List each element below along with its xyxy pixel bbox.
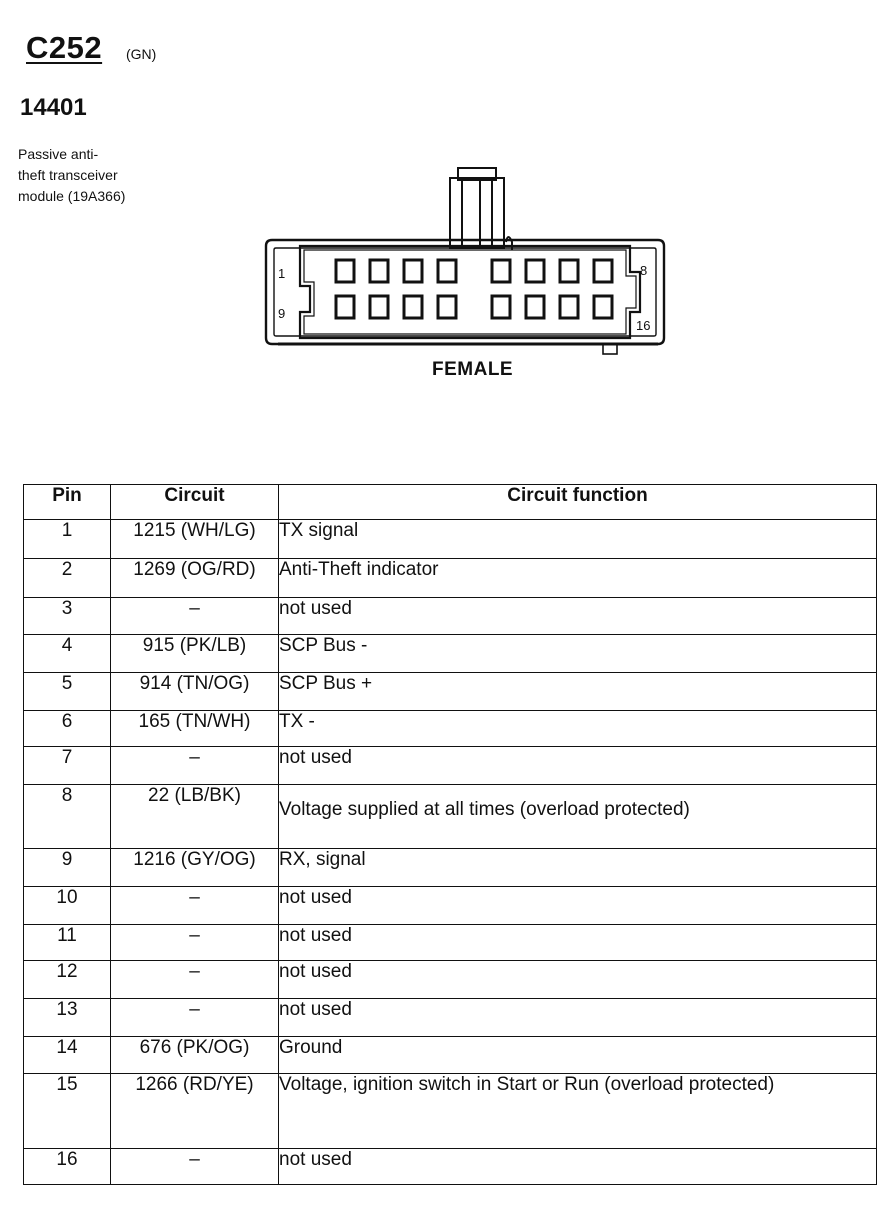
table-row [24,747,877,785]
pin-cavity [560,260,578,282]
circuit-code: 1216 (GY/OG) [111,849,279,887]
circuit-code: – [111,925,279,961]
pin-number: 2 [24,559,111,598]
pin-cavity [370,260,388,282]
pin-table [23,484,877,1185]
circuit-code: – [111,747,279,785]
circuit-function: not used [279,747,877,785]
circuit-function: not used [279,887,877,925]
circuit-function: not used [279,925,877,961]
connector-color-code: (GN) [126,46,157,62]
circuit-code: – [111,1149,279,1185]
table-row [24,785,877,849]
pin-number: 10 [24,887,111,925]
pin-number: 6 [24,711,111,747]
connector-id: C252 [26,30,103,65]
circuit-code: 1215 (WH/LG) [111,520,279,559]
circuit-function: Voltage supplied at all times (overload protected) [279,785,877,849]
component-description [18,144,178,207]
pin-cavity [560,296,578,318]
circuit-code: – [111,887,279,925]
circuit-code: 1269 (OG/RD) [111,559,279,598]
pin-cavity [336,296,354,318]
pin-cavity [526,260,544,282]
pin-label-bottom-left: 9 [278,306,286,321]
circuit-function: TX - [279,711,877,747]
pin-cavities-top-row [336,260,612,282]
circuit-function: SCP Bus + [279,673,877,711]
table-row [24,1074,877,1149]
table-row [24,1037,877,1074]
circuit-function: Anti-Theft indicator [279,559,877,598]
table-header-row [24,485,877,520]
table-row [24,887,877,925]
connector-latch [450,168,512,250]
pin-cavity [438,296,456,318]
pin-cavity [492,296,510,318]
table-row [24,711,877,747]
pin-cavity [594,260,612,282]
pin-number: 7 [24,747,111,785]
circuit-function: not used [279,598,877,635]
table-row [24,999,877,1037]
pin-cavity [526,296,544,318]
table-row [24,849,877,887]
pin-cavity [370,296,388,318]
pin-number: 4 [24,635,111,673]
pin-number: 13 [24,999,111,1037]
circuit-function: RX, signal [279,849,877,887]
pin-cavity [438,260,456,282]
circuit-function: Voltage, ignition switch in Start or Run (overload protected) [279,1074,877,1149]
pin-number: 14 [24,1037,111,1074]
column-header-pin: Pin [24,485,111,520]
table-row [24,520,877,559]
pin-number: 9 [24,849,111,887]
pin-number: 8 [24,785,111,849]
table-row [24,559,877,598]
circuit-code: – [111,999,279,1037]
description-line: module (19A366) [18,188,126,204]
connector-face-diagram [258,162,678,358]
pin-cavity [594,296,612,318]
table-row [24,961,877,999]
pin-number: 1 [24,520,111,559]
part-number: 14401 [20,94,87,121]
table-row [24,673,877,711]
pin-number: 3 [24,598,111,635]
table-row [24,925,877,961]
pin-number: 15 [24,1074,111,1149]
pin-number: 16 [24,1149,111,1185]
pin-cavities-bottom-row [336,296,612,318]
circuit-function: Ground [279,1037,877,1074]
pin-cavity [404,296,422,318]
circuit-function: SCP Bus - [279,635,877,673]
pin-label-top-left: 1 [278,266,286,281]
description-line: Passive anti- [18,146,99,162]
view-label: FEMALE [432,359,514,380]
circuit-code: 22 (LB/BK) [111,785,279,849]
circuit-function: TX signal [279,520,877,559]
circuit-code: 1266 (RD/YE) [111,1074,279,1149]
circuit-code: 676 (PK/OG) [111,1037,279,1074]
pin-number: 5 [24,673,111,711]
circuit-code: 915 (PK/LB) [111,635,279,673]
circuit-function: not used [279,999,877,1037]
pin-cavity [404,260,422,282]
circuit-function: not used [279,1149,877,1185]
table-row [24,598,877,635]
circuit-code: 914 (TN/OG) [111,673,279,711]
pin-number: 11 [24,925,111,961]
circuit-code: – [111,961,279,999]
pin-label-top-right: 8 [640,263,648,278]
pin-number: 12 [24,961,111,999]
circuit-code: – [111,598,279,635]
pin-cavity [492,260,510,282]
description-line: theft transceiver [18,167,118,183]
table-row [24,1149,877,1185]
pin-cavity [336,260,354,282]
table-row [24,635,877,673]
column-header-function: Circuit function [279,485,877,520]
column-header-circuit: Circuit [111,485,279,520]
circuit-function: not used [279,961,877,999]
pin-label-bottom-right: 16 [636,318,651,333]
circuit-code: 165 (TN/WH) [111,711,279,747]
